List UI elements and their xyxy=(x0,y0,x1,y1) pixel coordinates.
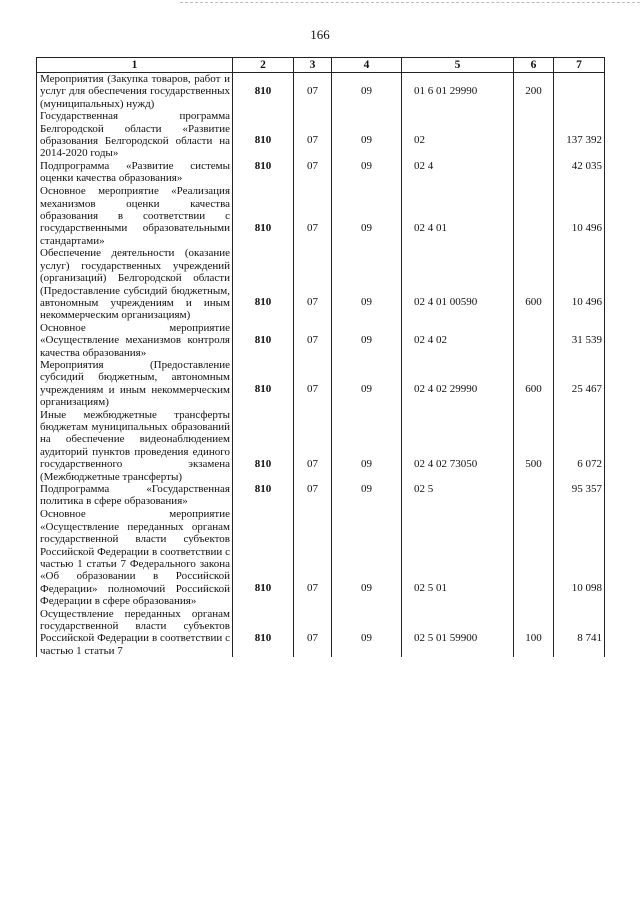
row-cell-c4: 09 xyxy=(332,73,402,111)
row-cell-c5: 02 4 xyxy=(402,160,514,185)
row-cell-c4: 09 xyxy=(332,483,402,508)
column-header-2: 2 xyxy=(233,58,294,73)
column-header-1: 1 xyxy=(37,58,233,73)
row-cell-c4: 09 xyxy=(332,185,402,247)
row-cell-c7: 25 467 xyxy=(554,359,605,409)
row-cell-c3: 07 xyxy=(294,508,332,607)
row-name-cell: Подпрограмма «Развитие системы оценки качества образования» xyxy=(37,160,233,185)
row-cell-c7: 10 098 xyxy=(554,508,605,607)
row-cell-c6 xyxy=(514,160,554,185)
table-row xyxy=(37,608,605,658)
row-cell-c4: 09 xyxy=(332,247,402,321)
row-cell-c7: 6 072 xyxy=(554,409,605,483)
row-cell-c5: 02 xyxy=(402,110,514,160)
row-cell-c6 xyxy=(514,110,554,160)
row-cell-c4: 09 xyxy=(332,322,402,359)
row-cell-c2: 810 xyxy=(233,483,294,508)
row-cell-c5: 02 4 01 xyxy=(402,185,514,247)
row-cell-c6 xyxy=(514,483,554,508)
table-row xyxy=(37,409,605,483)
table-row xyxy=(37,73,605,111)
row-name-cell: Основное мероприятие «Реализация механизмов оценки качества образования в соответствии с государственными образовательными стандартами» xyxy=(37,185,233,247)
scan-artifact-line xyxy=(180,2,640,4)
row-cell-c3: 07 xyxy=(294,322,332,359)
row-cell-c2: 810 xyxy=(233,73,294,111)
column-header-3: 3 xyxy=(294,58,332,73)
row-cell-c7: 10 496 xyxy=(554,247,605,321)
column-header-4: 4 xyxy=(332,58,402,73)
row-cell-c4: 09 xyxy=(332,409,402,483)
row-cell-c2: 810 xyxy=(233,508,294,607)
table-row xyxy=(37,359,605,409)
row-cell-c5: 02 5 01 59900 xyxy=(402,608,514,658)
row-cell-c3: 07 xyxy=(294,73,332,111)
row-name-cell: Иные межбюджетные трансферты бюджетам муниципальных образований на обеспечение видеонаблюдением аудиторий пунктов проведения единого государственного экзамена (Межбюджетные трансферты) xyxy=(37,409,233,483)
row-cell-c6: 600 xyxy=(514,359,554,409)
row-cell-c2: 810 xyxy=(233,322,294,359)
row-cell-c5: 02 5 01 xyxy=(402,508,514,607)
row-cell-c2: 810 xyxy=(233,185,294,247)
row-cell-c7 xyxy=(554,73,605,111)
row-name-cell: Подпрограмма «Государственная политика в сфере образования» xyxy=(37,483,233,508)
row-cell-c7: 10 496 xyxy=(554,185,605,247)
page-number: 166 xyxy=(310,27,330,42)
row-cell-c3: 07 xyxy=(294,359,332,409)
row-cell-c3: 07 xyxy=(294,160,332,185)
row-cell-c7: 137 392 xyxy=(554,110,605,160)
row-cell-c3: 07 xyxy=(294,185,332,247)
row-cell-c2: 810 xyxy=(233,247,294,321)
table-row xyxy=(37,322,605,359)
table-row xyxy=(37,185,605,247)
row-cell-c5: 02 4 02 73050 xyxy=(402,409,514,483)
row-cell-c4: 09 xyxy=(332,508,402,607)
table-body xyxy=(37,73,605,658)
row-name-cell: Основное мероприятие «Осуществление механизмов контроля качества образования» xyxy=(37,322,233,359)
row-name-cell: Государственная программа Белгородской области «Развитие образования Белгородской области на 2014-2020 годы» xyxy=(37,110,233,160)
row-cell-c2: 810 xyxy=(233,359,294,409)
row-cell-c5: 02 4 02 29990 xyxy=(402,359,514,409)
row-cell-c6 xyxy=(514,322,554,359)
row-name-cell: Мероприятия (Предоставление субсидий бюджетным, автономным учреждениям и иным некоммерческим организациям) xyxy=(37,359,233,409)
row-name-cell: Обеспечение деятельности (оказание услуг) государственных учреждений (организаций) Белгородской области (Предоставление субсидий бюджетным, автономным учреждениям и иным некоммерческим организациям) xyxy=(37,247,233,321)
row-cell-c2: 810 xyxy=(233,110,294,160)
row-cell-c4: 09 xyxy=(332,110,402,160)
row-cell-c5: 01 6 01 29990 xyxy=(402,73,514,111)
row-cell-c3: 07 xyxy=(294,110,332,160)
table-row xyxy=(37,247,605,321)
row-cell-c2: 810 xyxy=(233,160,294,185)
row-cell-c3: 07 xyxy=(294,409,332,483)
row-cell-c2: 810 xyxy=(233,608,294,658)
row-cell-c7: 31 539 xyxy=(554,322,605,359)
row-cell-c6 xyxy=(514,508,554,607)
row-cell-c7: 42 035 xyxy=(554,160,605,185)
table-row xyxy=(37,160,605,185)
column-header-6: 6 xyxy=(514,58,554,73)
row-cell-c4: 09 xyxy=(332,359,402,409)
row-cell-c5: 02 4 02 xyxy=(402,322,514,359)
row-cell-c5: 02 4 01 00590 xyxy=(402,247,514,321)
row-cell-c6 xyxy=(514,185,554,247)
row-cell-c3: 07 xyxy=(294,608,332,658)
row-cell-c2: 810 xyxy=(233,409,294,483)
table-row xyxy=(37,110,605,160)
row-cell-c3: 07 xyxy=(294,483,332,508)
row-cell-c6: 100 xyxy=(514,608,554,658)
row-cell-c7: 8 741 xyxy=(554,608,605,658)
row-name-cell: Основное мероприятие «Осуществление переданных органам государственной власти субъектов Российской Федерации в соответствии с частью 1 статьи 7 Федерального закона «Об образовании в Российской Федерации» полномочий Российской Федерации в сфере образования» xyxy=(37,508,233,607)
row-cell-c6: 200 xyxy=(514,73,554,111)
column-header-5: 5 xyxy=(402,58,514,73)
row-name-cell: Мероприятия (Закупка товаров, работ и услуг для обеспечения государственных (муниципальных) нужд) xyxy=(37,73,233,111)
table-header-row xyxy=(37,58,605,73)
row-cell-c3: 07 xyxy=(294,247,332,321)
row-cell-c6: 500 xyxy=(514,409,554,483)
row-cell-c5: 02 5 xyxy=(402,483,514,508)
row-cell-c7: 95 357 xyxy=(554,483,605,508)
budget-table xyxy=(36,57,605,657)
column-header-7: 7 xyxy=(554,58,605,73)
row-name-cell: Осуществление переданных органам государственной власти субъектов Российской Федерации в соответствии с частью 1 статьи 7 xyxy=(37,608,233,658)
row-cell-c4: 09 xyxy=(332,608,402,658)
row-cell-c4: 09 xyxy=(332,160,402,185)
row-cell-c6: 600 xyxy=(514,247,554,321)
table-row xyxy=(37,508,605,607)
table-row xyxy=(37,483,605,508)
